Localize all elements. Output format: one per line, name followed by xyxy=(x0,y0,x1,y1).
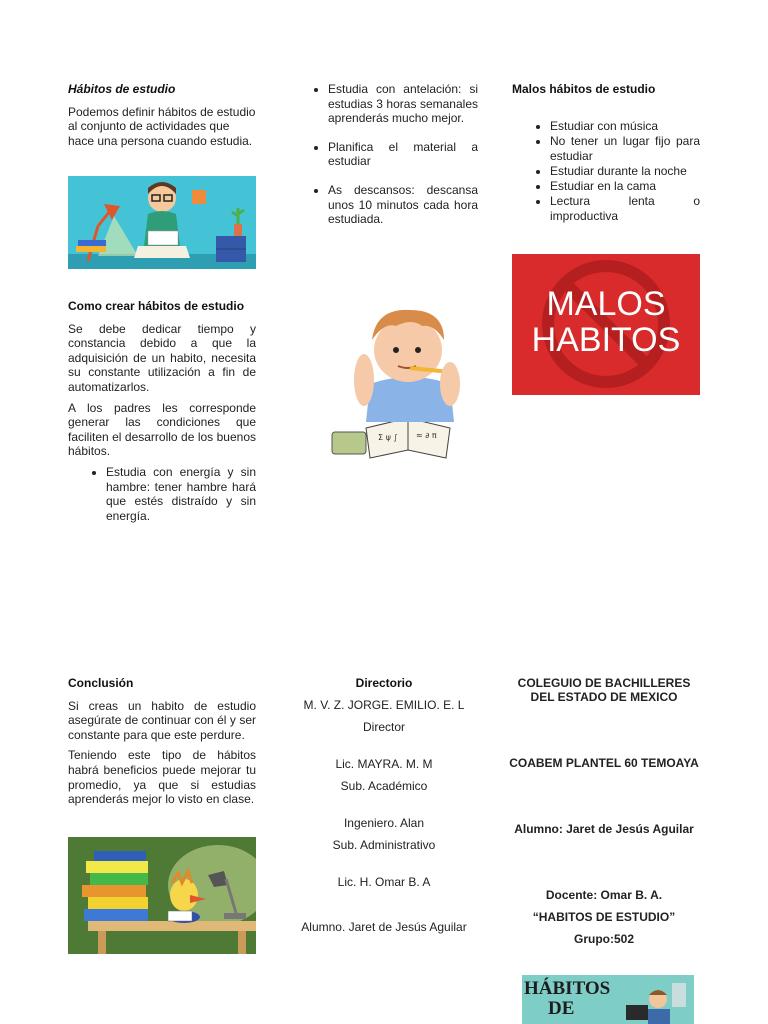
student-study-illustration xyxy=(68,176,256,269)
school-name: COLEGUIO DE BACHILLERES DEL ESTADO DE MEXICO xyxy=(517,676,691,704)
crear-paragraph-2: A los padres les corresponde generar las condiciones que faciliten el desarrollo de los buenos hábitos. xyxy=(68,400,256,459)
directorio-name: Lic. H. Omar B. A xyxy=(337,875,431,889)
directorio-role: Sub. Administrativo xyxy=(332,838,436,852)
malos-habitos-banner xyxy=(512,254,700,395)
cover-line: HÁBITOS xyxy=(524,978,611,999)
bird-reading-illustration xyxy=(68,837,256,954)
conclusion-paragraph-1: Si creas un habito de estudio asegúrate de continuar con él y ser constante para que este perdure. xyxy=(68,698,256,742)
svg-text:Σ ψ ∫: Σ ψ ∫ xyxy=(378,433,398,442)
list-item: • Estudiar con música xyxy=(550,119,700,134)
boy-thinking-illustration xyxy=(326,300,492,466)
banner-line: HABITOS xyxy=(531,321,681,359)
malos-bullet-list xyxy=(512,119,700,224)
list-item: • Estudiar en la cama xyxy=(550,179,700,194)
directorio-entry xyxy=(296,757,472,793)
mid-bullet-list xyxy=(310,82,478,227)
cover-line: DE xyxy=(548,998,575,1019)
crear-bullet-list xyxy=(68,465,256,523)
conclusion-section xyxy=(68,676,256,807)
habitos-cover-image xyxy=(522,975,694,1024)
project-title: “HABITOS DE ESTUDIO” xyxy=(532,910,676,924)
directorio-name: Lic. MAYRA. M. M xyxy=(335,757,433,771)
directorio-section xyxy=(296,676,472,934)
banner-line: MALOS xyxy=(546,285,666,323)
directorio-title: Directorio xyxy=(355,676,413,690)
malos-title: Malos hábitos de estudio xyxy=(512,82,656,96)
habitos-title: Hábitos de estudio xyxy=(68,82,176,96)
directorio-entry xyxy=(296,875,472,889)
directorio-entry xyxy=(296,698,472,734)
plantel-name: COABEM PLANTEL 60 TEMOAYA xyxy=(509,756,699,770)
mid-tips-section xyxy=(310,82,478,227)
crear-title: Como crear hábitos de estudio xyxy=(68,299,245,313)
cover-info-section xyxy=(504,676,704,946)
list-item: • Planifica el material a estudiar xyxy=(328,140,478,169)
directorio-name: M. V. Z. JORGE. EMILIO. E. L xyxy=(303,698,465,712)
intro-section xyxy=(68,82,256,148)
banner-text xyxy=(512,286,700,358)
grupo-label: Grupo:502 xyxy=(573,932,634,946)
directorio-name: Alumno. Jaret de Jesús Aguilar xyxy=(301,920,467,934)
docente-name: Docente: Omar B. A. xyxy=(545,888,663,902)
list-item: • Lectura lenta o improductiva xyxy=(550,194,700,224)
directorio-role: Sub. Académico xyxy=(340,779,428,793)
list-item: • Estudia con energía y sin hambre: tener hambre hará que estés distraído y sin energía. xyxy=(106,465,256,523)
list-item: • No tener un lugar fijo para estudiar xyxy=(550,134,700,164)
directorio-entry xyxy=(296,920,472,934)
svg-text:≈ ∂ π: ≈ ∂ π xyxy=(416,431,437,440)
conclusion-title: Conclusión xyxy=(68,676,134,690)
directorio-entry xyxy=(296,816,472,852)
alumno-name: Alumno: Jaret de Jesús Aguilar xyxy=(514,822,694,836)
conclusion-paragraph-2: Teniendo este tipo de hábitos habrá beneficios puede mejorar tu promedio, ya que si estudias aprenderás mejor lo visto en clase. xyxy=(68,748,256,807)
malos-section xyxy=(512,82,700,224)
crear-paragraph-1: Se debe dedicar tiempo y constancia debido a que la adquisición de un habito, necesita su constante utilización a fin de automatizarlos. xyxy=(68,321,256,394)
crear-section xyxy=(68,299,256,523)
habitos-text: Podemos definir hábitos de estudio al conjunto de actividades que hace una persona cuando estudia. xyxy=(68,104,256,148)
directorio-role: Director xyxy=(362,720,405,734)
list-item: • Estudia con antelación: si estudias 3 horas semanales aprenderás mucho mejor. xyxy=(328,82,478,126)
directorio-name: Ingeniero. Alan xyxy=(343,816,425,830)
list-item: • Estudiar durante la noche xyxy=(550,164,700,179)
list-item: • As descansos: descansa unos 10 minutos cada hora estudiada. xyxy=(328,183,478,227)
